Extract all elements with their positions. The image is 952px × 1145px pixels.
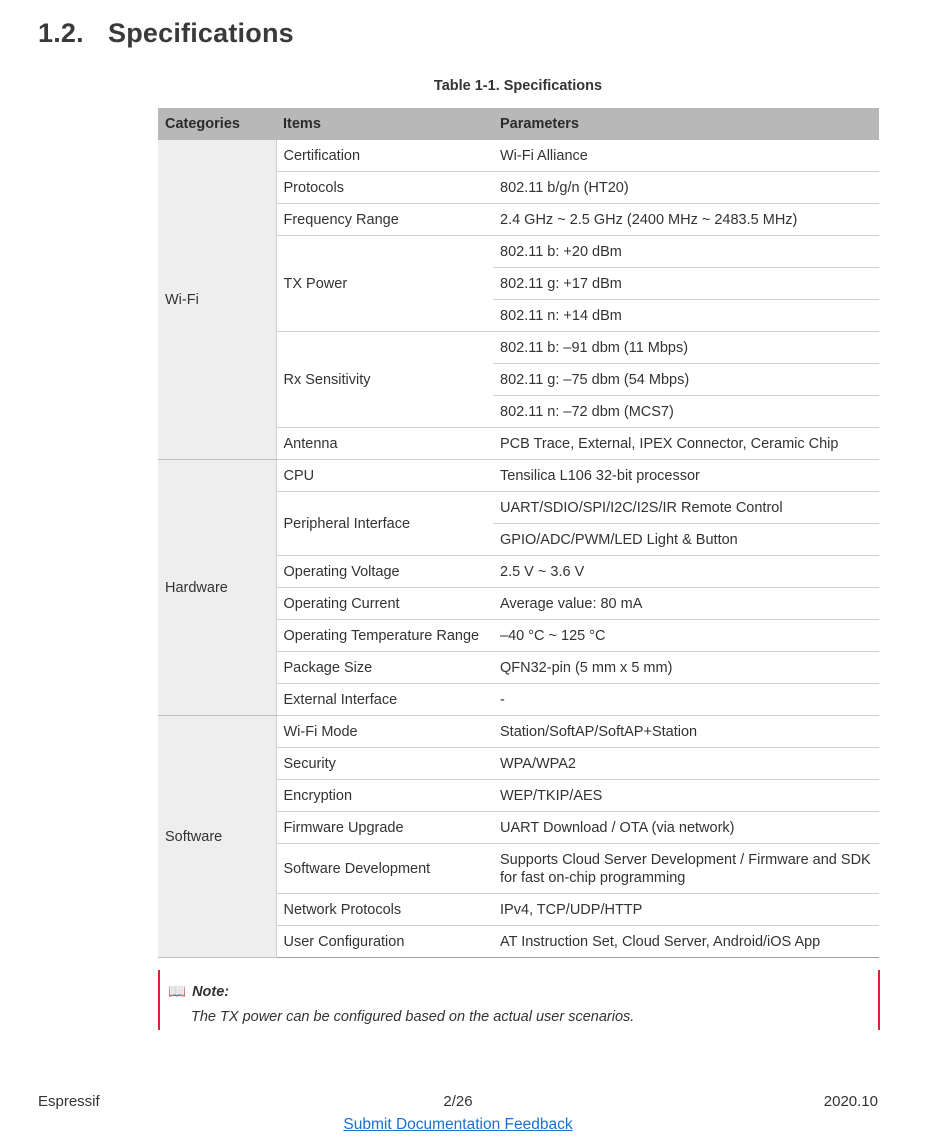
item-operating-voltage: Operating Voltage [276,556,493,588]
item-peripheral-interface: Peripheral Interface [276,492,493,556]
value-operating-current: Average value: 80 mA [493,588,879,620]
value-security: WPA/WPA2 [493,748,879,780]
table-row [158,460,879,492]
value-antenna: PCB Trace, External, IPEX Connector, Ceramic Chip [493,428,879,460]
item-encryption: Encryption [276,780,493,812]
value-frequency-range: 2.4 GHz ~ 2.5 GHz (2400 MHz ~ 2483.5 MHz) [493,204,879,236]
section-number: 1.2. [38,18,84,48]
value-operating-voltage: 2.5 V ~ 3.6 V [493,556,879,588]
table-row [158,140,879,172]
value-user-configuration: AT Instruction Set, Cloud Server, Android/iOS App [493,926,879,958]
note-title-line [168,983,229,1000]
header-parameters: Parameters [493,108,879,140]
book-icon: 📖 [168,984,187,1000]
value-protocols: 802.11 b/g/n (HT20) [493,172,879,204]
value-cpu: Tensilica L106 32-bit processor [493,460,879,492]
value-rx-sensitivity-g: 802.11 g: –75 dbm (54 Mbps) [493,364,879,396]
value-software-development-line2: for fast on-chip programming [500,869,686,886]
item-operating-temperature: Operating Temperature Range [276,620,493,652]
value-peripheral-1: UART/SDIO/SPI/I2C/I2S/IR Remote Control [493,492,879,524]
section-heading [38,18,294,49]
item-external-interface: External Interface [276,684,493,716]
header-items: Items [276,108,493,140]
table-caption: Table 1-1. Specifications [433,78,603,94]
item-antenna: Antenna [276,428,493,460]
item-certification: Certification [276,140,493,172]
value-certification: Wi-Fi Alliance [493,140,879,172]
item-package-size: Package Size [276,652,493,684]
item-rx-sensitivity: Rx Sensitivity [276,332,493,428]
value-rx-sensitivity-n: 802.11 n: –72 dbm (MCS7) [493,396,879,428]
item-tx-power: TX Power [276,236,493,332]
item-user-configuration: User Configuration [276,926,493,958]
specifications-table [158,108,879,958]
header-categories: Categories [158,108,276,140]
category-software: Software [158,716,276,958]
value-operating-temperature: –40 °C ~ 125 °C [493,620,879,652]
section-title: Specifications [108,18,294,48]
note-title: Note: [192,984,230,1000]
value-rx-sensitivity-b: 802.11 b: –91 dbm (11 Mbps) [493,332,879,364]
note-box [158,970,880,1030]
item-security: Security [276,748,493,780]
footer-date: 2020.10 [823,1093,878,1110]
item-software-development: Software Development [276,844,493,894]
value-tx-power-n: 802.11 n: +14 dBm [493,300,879,332]
item-cpu: CPU [276,460,493,492]
value-package-size: QFN32-pin (5 mm x 5 mm) [493,652,879,684]
category-hardware: Hardware [158,460,276,716]
value-wifi-mode: Station/SoftAP/SoftAP+Station [493,716,879,748]
value-tx-power-g: 802.11 g: +17 dBm [493,268,879,300]
value-encryption: WEP/TKIP/AES [493,780,879,812]
footer-company: Espressif [38,1093,100,1110]
value-firmware-upgrade: UART Download / OTA (via network) [493,812,879,844]
submit-feedback-link[interactable]: Submit Documentation Feedback [343,1116,573,1133]
item-operating-current: Operating Current [276,588,493,620]
item-protocols: Protocols [276,172,493,204]
item-frequency-range: Frequency Range [276,204,493,236]
value-external-interface: - [493,684,879,716]
category-wifi: Wi-Fi [158,140,276,460]
item-firmware-upgrade: Firmware Upgrade [276,812,493,844]
value-network-protocols: IPv4, TCP/UDP/HTTP [493,894,879,926]
item-network-protocols: Network Protocols [276,894,493,926]
note-text: The TX power can be configured based on the actual user scenarios. [191,1009,635,1025]
table-row [158,716,879,748]
item-wifi-mode: Wi-Fi Mode [276,716,493,748]
table-header-row [158,108,879,140]
value-software-development [493,844,879,894]
footer-page-number: 2/26 [443,1093,473,1110]
value-software-development-line1: Supports Cloud Server Development / Firmware and SDK [500,851,871,868]
value-tx-power-b: 802.11 b: +20 dBm [493,236,879,268]
value-peripheral-2: GPIO/ADC/PWM/LED Light & Button [493,524,879,556]
